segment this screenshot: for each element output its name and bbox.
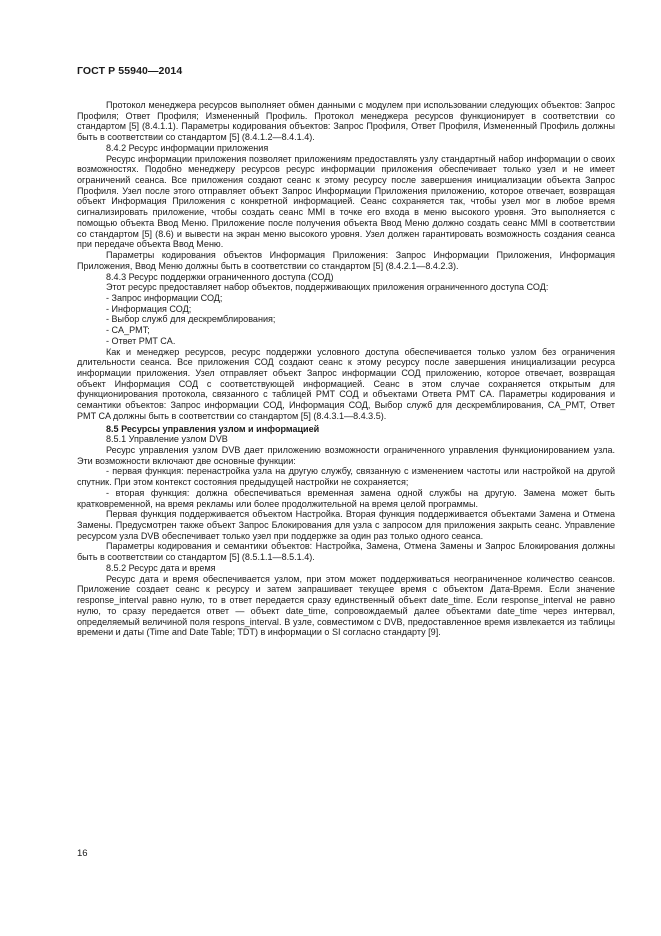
list-item: - CA_PMT; — [106, 325, 150, 336]
paragraph: Параметры кодирования объектов Информация Приложения: Запрос Информации Приложения, Информация Приложения, Ввод Меню должны быть в соответствии со стандартом [5] (8.4.2.1—8.4.2.3). — [77, 250, 615, 271]
list-item: - Выбор служб для дескремблирования; — [106, 314, 276, 325]
paragraph: - первая функция: перенастройка узла на другую службу, связанную с изменением частоты или настройкой на другой спутник. При этом контекст состояния предыдущей настройки не сохраняется; — [77, 466, 615, 488]
paragraph: Параметры кодирования и семантики объектов: Настройка, Замена, Отмена Замены и Запрос Блокирования должны быть в соответствии со стандартом [5] (8.5.1.1—8.5.1.4). — [77, 541, 615, 563]
paragraph: Первая функция поддерживается объектом Настройка. Вторая функция поддерживается объектами Замена и Отмена Замены. Предусмотрен также объект Запрос Блокирования для узла с запросом для приложения закрыть сеанс. Управление ресурсом узла DVB обеспечивает только узел при поддержке за один раз только одного сеанса. — [77, 509, 615, 541]
document-header: ГОСТ Р 55940—2014 — [77, 65, 183, 77]
list-item: - Информация СОД; — [106, 303, 192, 314]
list-item: - Запрос информации СОД; — [106, 292, 223, 303]
paragraph: Ресурс управления узлом DVB дает приложению возможности ограниченного управления функционированием узла. Эти возможности включают две основные функции: — [77, 445, 615, 466]
paragraph: Этот ресурс предоставляет набор объектов, поддерживающих приложения ограниченного доступа СОД: — [106, 282, 549, 293]
paragraph: Как и менеджер ресурсов, ресурс поддержки условного доступа обеспечивается только узлом без ограничения длительности сеанса. Все приложения СОД создают сеанс к этому ресурсу после завершения инициализации ресурса информации приложения. Узел отправляет объект Запрос информации СОД приложению, которое отвечает, возвращая объект Информация СОД с соответствующей информацией. Сеанс в этом случае сохраняется открытым для функционирования протокола, связанного с таблицей PMT СОД и объектами Ответа PMT CA. Параметры кодирования и семантики объектов: Запрос информации СОД, Информация СОД, Выбор служб для дескремблирования, CA_PMT, Ответ PMT CA должны быть в соответствии со стандартом [5] (8.4.3.1—8.4.3.5). — [77, 346, 615, 421]
subsection-heading: 8.4.3 Ресурс поддержки ограниченного доступа (СОД) — [106, 271, 334, 282]
paragraph: Ресурс информации приложения позволяет приложениям предоставлять узлу стандартный набор информации о своих возможностях. Подобно менеджеру ресурсов ресурс информации приложения обеспечивает только узел и не имеет ограничений сеанса. Все приложения создают сеанс к этому ресурсу после завершения инициализации объекта Запрос Профиля. Узел после этого отправляет объект Запрос Информации Приложения приложению, которое отвечает, возвращая объект Информация Приложения с конкретной информацией. Сеанс сохраняется так, чтобы узел мог в любое время сигнализировать приложение, чтобы создать сеанс MMI в точке его входа в меню высокого уровня. Это выполняется с помощью объекта Ввод Меню. Приложение после получения объекта Ввод Меню должно создать сеанс MMI в соответствии со стандартом [5] (8.6) и вывести на экран меню высокого уровня. Узел должен гарантировать возможность создания сеанса при передаче объекта Ввод Меню. — [77, 153, 615, 250]
subsection-heading: 8.4.2 Ресурс информации приложения — [106, 142, 269, 153]
page-number: 16 — [77, 848, 88, 859]
document-body — [77, 100, 615, 638]
paragraph: Протокол менеджера ресурсов выполняет обмен данными с модулем при использовании следующих объектов: Запрос Профиля; Ответ Профиля; Измененный Профиль. Протокол менеджера ресурсов функционирует в соответствии со стандартом [5] (8.4.1.1). Параметры кодирования объектов: Запрос Профиля, Ответ Профиля, Измененный Профиль должны быть в соответствии со стандартом [5] (8.4.1.2—8.4.1.4). — [77, 100, 615, 143]
list-item: - Ответ PMT CA. — [106, 335, 176, 346]
paragraph: - вторая функция: должна обеспечиваться временная замена одной службы на другую. Замена может быть кратковременной, на время рекламы или более продолжительной на время целой программы. — [77, 487, 615, 509]
section-heading: 8.5 Ресурсы управления узлом и информацией — [106, 423, 320, 434]
subsection-heading: 8.5.1 Управление узлом DVB — [106, 434, 228, 445]
subsection-heading: 8.5.2 Ресурс дата и время — [106, 562, 216, 573]
paragraph: Ресурс дата и время обеспечивается узлом, при этом может поддерживаться неограниченное количество сеансов. Приложение создает сеанс к ресурсу и затем запрашивает текущее время с объектом Дата-Время. Если значение response_interval равно нулю, то в ответ передается сразу единственный объект date_time. Если response_interval не равно нулю, то сразу передается ответ — объект date_time, сопровождаемый далее объектами date_time через интервал, определяемый величиной поля respons_interval. В узле, совместимом с DVB, предоставленное время извлекается из таблицы времени и даты (Time and Date Table; TDT) в информации о SI согласно стандарту [9]. — [77, 573, 615, 638]
